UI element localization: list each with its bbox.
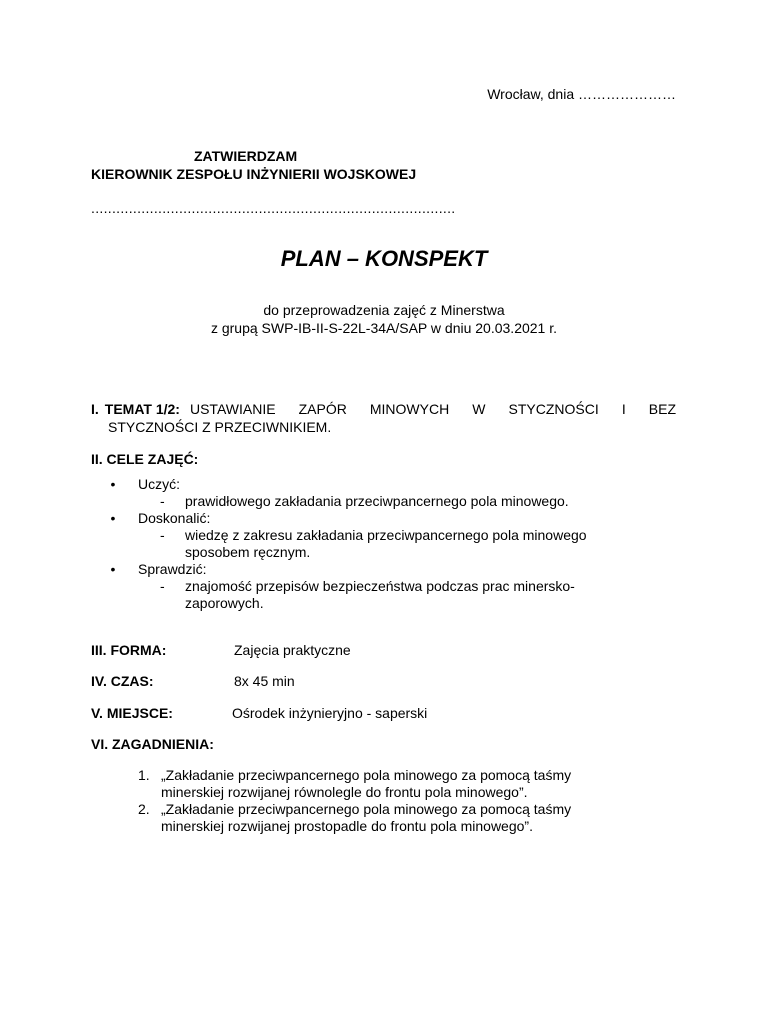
issue-number: 1. — [138, 767, 150, 783]
goal-label: Uczyć: — [138, 476, 180, 492]
bullet-icon: • — [110, 561, 116, 577]
topic-section — [91, 400, 676, 436]
approval-title: ZATWIERDZAM — [194, 148, 298, 164]
approval-authority: KIEROWNIK ZESPOŁU INŻYNIERII WOJSKOWEJ — [91, 166, 417, 182]
topic-text-line-2: STYCZNOŚCI Z PRZECIWNIKIEM. — [108, 419, 332, 435]
list-item — [108, 561, 655, 612]
issues-list — [138, 767, 618, 835]
goals-list — [108, 476, 655, 612]
goal-detail-line: prawidłowego zakładania przeciwpancernego pola minowego. — [185, 493, 569, 509]
time-value: 8x 45 min — [234, 673, 295, 689]
document-title: PLAN – KONSPEKT — [280, 246, 488, 271]
time-label: IV. CZAS: — [91, 673, 154, 689]
goal-detail — [108, 527, 655, 561]
issues-heading: VI. ZAGADNIENIA: — [91, 736, 214, 752]
place-value: Ośrodek inżynieryjno - saperski — [232, 705, 428, 721]
issue-line: minerskiej rozwijanej równolegle do frontu pola minowego”. — [161, 784, 528, 800]
issue-line: „Zakładanie przeciwpancernego pola minowego za pomocą taśmy — [161, 801, 572, 817]
topic-text-line-1: USTAWIANIE ZAPÓR MINOWYCH W STYCZNOŚCI I BEZ — [189, 401, 676, 417]
issue-number: 2. — [138, 801, 150, 817]
dash-icon: - — [160, 527, 165, 543]
list-item — [108, 510, 655, 561]
dash-icon: - — [160, 578, 165, 594]
list-item — [138, 801, 618, 835]
signature-line: ....................................................................................... — [91, 200, 456, 216]
goal-detail-line: znajomość przepisów bezpieczeństwa podczas prac minersko- — [185, 578, 575, 594]
topic-label: TEMAT 1/2: — [104, 401, 180, 417]
form-value: Zajęcia praktyczne — [234, 642, 351, 658]
list-item — [108, 476, 655, 510]
goal-label: Sprawdzić: — [138, 561, 207, 577]
dash-icon: - — [160, 493, 165, 509]
goals-heading: II. CELE ZAJĘĆ: — [91, 451, 199, 467]
list-item — [138, 767, 618, 801]
bullet-icon: • — [110, 476, 116, 492]
place-label: V. MIEJSCE: — [91, 705, 173, 721]
goal-detail-line: zaporowych. — [185, 595, 264, 611]
topic-number: I. — [91, 401, 99, 417]
subtitle-line-1: do przeprowadzenia zajęć z Minerstwa — [263, 302, 505, 318]
goal-detail — [108, 578, 655, 612]
place-date: Wrocław, dnia ………………… — [487, 86, 676, 102]
goal-detail-line: wiedzę z zakresu zakładania przeciwpancernego pola minowego — [185, 527, 587, 543]
goal-label: Doskonalić: — [138, 510, 211, 526]
goal-detail-line: sposobem ręcznym. — [185, 544, 311, 560]
form-label: III. FORMA: — [91, 642, 167, 658]
bullet-icon: • — [110, 510, 116, 526]
issue-line: „Zakładanie przeciwpancernego pola minowego za pomocą taśmy — [161, 767, 572, 783]
issue-line: minerskiej rozwijanej prostopadle do frontu pola minowego”. — [161, 818, 533, 834]
subtitle-line-2: z grupą SWP-IB-II-S-22L-34A/SAP w dniu 20.03.2021 r. — [210, 320, 558, 336]
goal-detail — [108, 493, 655, 510]
